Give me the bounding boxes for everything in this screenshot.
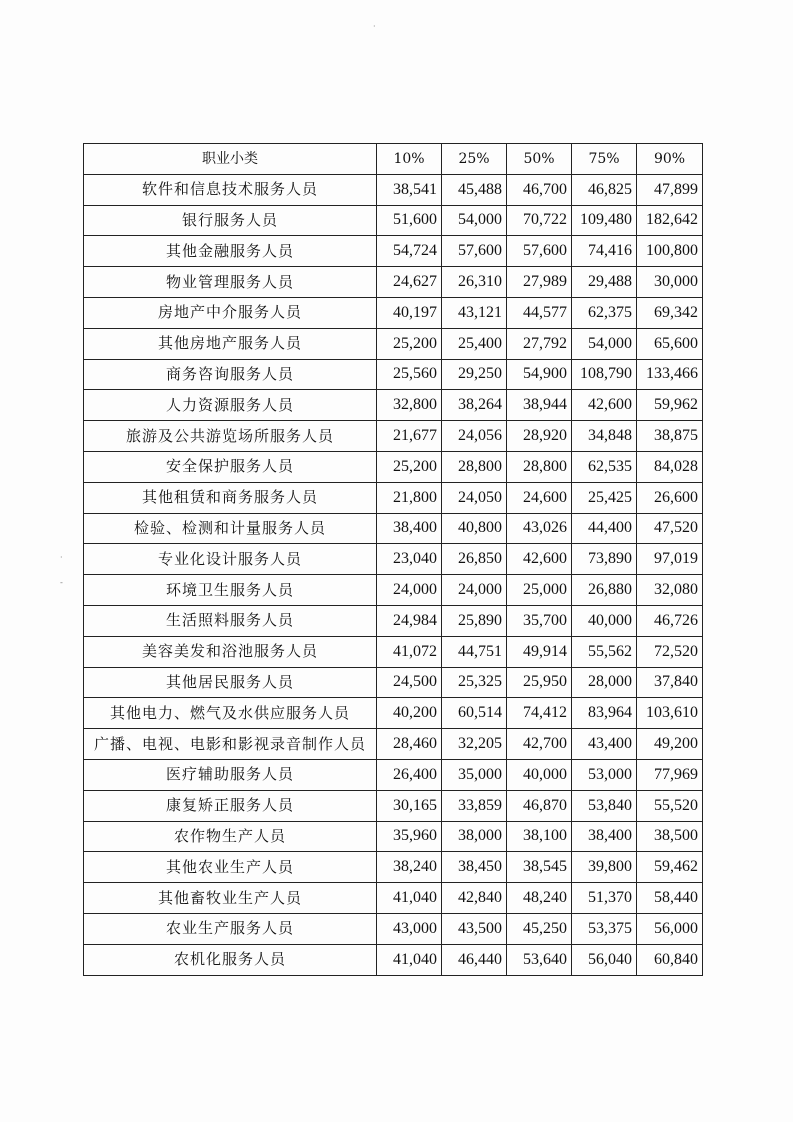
wage-value-cell: 27,792 — [507, 328, 572, 359]
wage-value-cell: 35,960 — [377, 821, 442, 852]
occupation-name-cell: 商务咨询服务人员 — [84, 359, 377, 390]
scan-speck: - — [60, 578, 63, 587]
wage-value-cell: 57,600 — [507, 236, 572, 267]
wage-value-cell: 46,440 — [442, 944, 507, 975]
wage-value-cell: 24,984 — [377, 605, 442, 636]
occupation-name-cell: 医疗辅助服务人员 — [84, 759, 377, 790]
wage-value-cell: 25,400 — [442, 328, 507, 359]
wage-value-cell: 28,460 — [377, 729, 442, 760]
occupation-name-cell: 康复矫正服务人员 — [84, 790, 377, 821]
wage-value-cell: 38,944 — [507, 390, 572, 421]
wage-value-cell: 27,989 — [507, 267, 572, 298]
wage-value-cell: 46,700 — [507, 174, 572, 205]
wage-value-cell: 56,040 — [572, 944, 637, 975]
wage-value-cell: 54,000 — [442, 205, 507, 236]
wage-value-cell: 38,500 — [637, 821, 703, 852]
occupation-wage-percentile-table — [83, 143, 703, 976]
table-row — [84, 513, 703, 544]
wage-value-cell: 59,962 — [637, 390, 703, 421]
wage-value-cell: 38,240 — [377, 852, 442, 883]
wage-value-cell: 49,914 — [507, 636, 572, 667]
occupation-name-cell: 环境卫生服务人员 — [84, 575, 377, 606]
occupation-name-cell: 生活照料服务人员 — [84, 605, 377, 636]
wage-value-cell: 43,000 — [377, 913, 442, 944]
wage-value-cell: 26,880 — [572, 575, 637, 606]
table-row — [84, 667, 703, 698]
wage-value-cell: 83,964 — [572, 698, 637, 729]
wage-value-cell: 55,520 — [637, 790, 703, 821]
wage-value-cell: 69,342 — [637, 297, 703, 328]
table-row — [84, 852, 703, 883]
occupation-name-cell: 其他电力、燃气及水供应服务人员 — [84, 698, 377, 729]
occupation-name-cell: 其他农业生产人员 — [84, 852, 377, 883]
wage-value-cell: 37,840 — [637, 667, 703, 698]
wage-value-cell: 32,205 — [442, 729, 507, 760]
wage-value-cell: 38,545 — [507, 852, 572, 883]
wage-value-cell: 40,000 — [507, 759, 572, 790]
table-row — [84, 913, 703, 944]
wage-value-cell: 56,000 — [637, 913, 703, 944]
wage-value-cell: 46,870 — [507, 790, 572, 821]
wage-value-cell: 54,900 — [507, 359, 572, 390]
wage-value-cell: 45,250 — [507, 913, 572, 944]
wage-value-cell: 26,600 — [637, 482, 703, 513]
table-row — [84, 759, 703, 790]
wage-value-cell: 54,724 — [377, 236, 442, 267]
occupation-name-cell: 广播、电视、电影和影视录音制作人员 — [84, 729, 377, 760]
wage-value-cell: 30,000 — [637, 267, 703, 298]
wage-value-cell: 24,600 — [507, 482, 572, 513]
table-row — [84, 482, 703, 513]
wage-value-cell: 60,840 — [637, 944, 703, 975]
wage-value-cell: 40,197 — [377, 297, 442, 328]
occupation-name-cell: 美容美发和浴池服务人员 — [84, 636, 377, 667]
table-row — [84, 267, 703, 298]
header-p90: 90% — [637, 144, 703, 175]
occupation-name-cell: 专业化设计服务人员 — [84, 544, 377, 575]
wage-value-cell: 48,240 — [507, 883, 572, 914]
wage-value-cell: 45,488 — [442, 174, 507, 205]
wage-value-cell: 25,950 — [507, 667, 572, 698]
table-row — [84, 944, 703, 975]
wage-value-cell: 25,200 — [377, 451, 442, 482]
wage-value-cell: 100,800 — [637, 236, 703, 267]
wage-value-cell: 40,800 — [442, 513, 507, 544]
wage-value-cell: 133,466 — [637, 359, 703, 390]
scan-speck: · — [373, 22, 376, 31]
wage-value-cell: 70,722 — [507, 205, 572, 236]
wage-value-cell: 38,100 — [507, 821, 572, 852]
wage-value-cell: 51,600 — [377, 205, 442, 236]
table-row — [84, 390, 703, 421]
occupation-name-cell: 其他房地产服务人员 — [84, 328, 377, 359]
wage-value-cell: 24,050 — [442, 482, 507, 513]
wage-value-cell: 23,040 — [377, 544, 442, 575]
header-p25: 25% — [442, 144, 507, 175]
wage-value-cell: 73,890 — [572, 544, 637, 575]
wage-value-cell: 44,577 — [507, 297, 572, 328]
wage-value-cell: 42,700 — [507, 729, 572, 760]
table-row — [84, 575, 703, 606]
wage-value-cell: 40,200 — [377, 698, 442, 729]
wage-value-cell: 182,642 — [637, 205, 703, 236]
scan-speck: · — [60, 553, 63, 562]
header-p75: 75% — [572, 144, 637, 175]
wage-value-cell: 32,080 — [637, 575, 703, 606]
table-row — [84, 698, 703, 729]
occupation-name-cell: 其他金融服务人员 — [84, 236, 377, 267]
wage-value-cell: 38,400 — [572, 821, 637, 852]
occupation-name-cell: 旅游及公共游览场所服务人员 — [84, 421, 377, 452]
table-row — [84, 236, 703, 267]
wage-value-cell: 24,000 — [442, 575, 507, 606]
table-row — [84, 205, 703, 236]
wage-value-cell: 43,026 — [507, 513, 572, 544]
wage-value-cell: 24,627 — [377, 267, 442, 298]
occupation-name-cell: 检验、检测和计量服务人员 — [84, 513, 377, 544]
table-body — [84, 174, 703, 975]
wage-value-cell: 74,416 — [572, 236, 637, 267]
table-row — [84, 174, 703, 205]
wage-value-cell: 62,375 — [572, 297, 637, 328]
wage-value-cell: 29,488 — [572, 267, 637, 298]
wage-value-cell: 26,850 — [442, 544, 507, 575]
occupation-name-cell: 银行服务人员 — [84, 205, 377, 236]
wage-value-cell: 39,800 — [572, 852, 637, 883]
wage-value-cell: 26,400 — [377, 759, 442, 790]
wage-value-cell: 97,019 — [637, 544, 703, 575]
wage-value-cell: 34,848 — [572, 421, 637, 452]
occupation-name-cell: 房地产中介服务人员 — [84, 297, 377, 328]
wage-value-cell: 24,000 — [377, 575, 442, 606]
occupation-name-cell: 其他居民服务人员 — [84, 667, 377, 698]
table-row — [84, 544, 703, 575]
occupation-name-cell: 农机化服务人员 — [84, 944, 377, 975]
wage-value-cell: 59,462 — [637, 852, 703, 883]
occupation-name-cell: 农作物生产人员 — [84, 821, 377, 852]
header-p10: 10% — [377, 144, 442, 175]
wage-value-cell: 21,677 — [377, 421, 442, 452]
wage-value-cell: 25,560 — [377, 359, 442, 390]
wage-value-cell: 33,859 — [442, 790, 507, 821]
occupation-name-cell: 其他畜牧业生产人员 — [84, 883, 377, 914]
wage-value-cell: 49,200 — [637, 729, 703, 760]
wage-value-cell: 46,726 — [637, 605, 703, 636]
wage-value-cell: 55,562 — [572, 636, 637, 667]
wage-value-cell: 103,610 — [637, 698, 703, 729]
wage-value-cell: 54,000 — [572, 328, 637, 359]
wage-value-cell: 25,425 — [572, 482, 637, 513]
wage-value-cell: 42,600 — [572, 390, 637, 421]
wage-value-cell: 47,899 — [637, 174, 703, 205]
wage-value-cell: 43,500 — [442, 913, 507, 944]
table-row — [84, 297, 703, 328]
wage-value-cell: 42,840 — [442, 883, 507, 914]
occupation-name-cell: 安全保护服务人员 — [84, 451, 377, 482]
wage-value-cell: 43,121 — [442, 297, 507, 328]
wage-value-cell: 77,969 — [637, 759, 703, 790]
occupation-name-cell: 人力资源服务人员 — [84, 390, 377, 421]
wage-value-cell: 41,040 — [377, 944, 442, 975]
wage-value-cell: 108,790 — [572, 359, 637, 390]
wage-value-cell: 32,800 — [377, 390, 442, 421]
wage-value-cell: 53,840 — [572, 790, 637, 821]
table-row — [84, 451, 703, 482]
wage-value-cell: 41,040 — [377, 883, 442, 914]
table-row — [84, 883, 703, 914]
wage-value-cell: 28,920 — [507, 421, 572, 452]
wage-value-cell: 38,450 — [442, 852, 507, 883]
wage-value-cell: 25,200 — [377, 328, 442, 359]
table-header-row — [84, 144, 703, 175]
table-row — [84, 729, 703, 760]
header-occupation: 职业小类 — [84, 144, 377, 175]
wage-value-cell: 29,250 — [442, 359, 507, 390]
wage-value-cell: 44,751 — [442, 636, 507, 667]
wage-value-cell: 30,165 — [377, 790, 442, 821]
occupation-name-cell: 软件和信息技术服务人员 — [84, 174, 377, 205]
header-p50: 50% — [507, 144, 572, 175]
wage-value-cell: 51,370 — [572, 883, 637, 914]
wage-value-cell: 109,480 — [572, 205, 637, 236]
wage-value-cell: 46,825 — [572, 174, 637, 205]
wage-value-cell: 53,375 — [572, 913, 637, 944]
occupation-name-cell: 其他租赁和商务服务人员 — [84, 482, 377, 513]
wage-value-cell: 38,541 — [377, 174, 442, 205]
wage-value-cell: 38,400 — [377, 513, 442, 544]
wage-value-cell: 35,000 — [442, 759, 507, 790]
wage-value-cell: 28,800 — [442, 451, 507, 482]
wage-value-cell: 41,072 — [377, 636, 442, 667]
wage-value-cell: 24,056 — [442, 421, 507, 452]
wage-value-cell: 24,500 — [377, 667, 442, 698]
occupation-name-cell: 农业生产服务人员 — [84, 913, 377, 944]
table-row — [84, 821, 703, 852]
wage-value-cell: 25,890 — [442, 605, 507, 636]
wage-value-cell: 44,400 — [572, 513, 637, 544]
wage-value-cell: 21,800 — [377, 482, 442, 513]
wage-value-cell: 28,800 — [507, 451, 572, 482]
wage-value-cell: 26,310 — [442, 267, 507, 298]
wage-value-cell: 40,000 — [572, 605, 637, 636]
wage-value-cell: 28,000 — [572, 667, 637, 698]
table-row — [84, 790, 703, 821]
wage-value-cell: 42,600 — [507, 544, 572, 575]
wage-value-cell: 53,000 — [572, 759, 637, 790]
wage-value-cell: 47,520 — [637, 513, 703, 544]
wage-value-cell: 38,000 — [442, 821, 507, 852]
wage-value-cell: 72,520 — [637, 636, 703, 667]
wage-value-cell: 57,600 — [442, 236, 507, 267]
wage-value-cell: 60,514 — [442, 698, 507, 729]
wage-value-cell: 58,440 — [637, 883, 703, 914]
table-row — [84, 421, 703, 452]
occupation-name-cell: 物业管理服务人员 — [84, 267, 377, 298]
table-row — [84, 328, 703, 359]
wage-value-cell: 38,264 — [442, 390, 507, 421]
wage-value-cell: 25,325 — [442, 667, 507, 698]
table-row — [84, 359, 703, 390]
wage-value-cell: 84,028 — [637, 451, 703, 482]
wage-value-cell: 62,535 — [572, 451, 637, 482]
wage-value-cell: 74,412 — [507, 698, 572, 729]
table-row — [84, 605, 703, 636]
table-row — [84, 636, 703, 667]
wage-value-cell: 25,000 — [507, 575, 572, 606]
wage-value-cell: 35,700 — [507, 605, 572, 636]
wage-value-cell: 38,875 — [637, 421, 703, 452]
wage-value-cell: 65,600 — [637, 328, 703, 359]
wage-value-cell: 43,400 — [572, 729, 637, 760]
wage-value-cell: 53,640 — [507, 944, 572, 975]
